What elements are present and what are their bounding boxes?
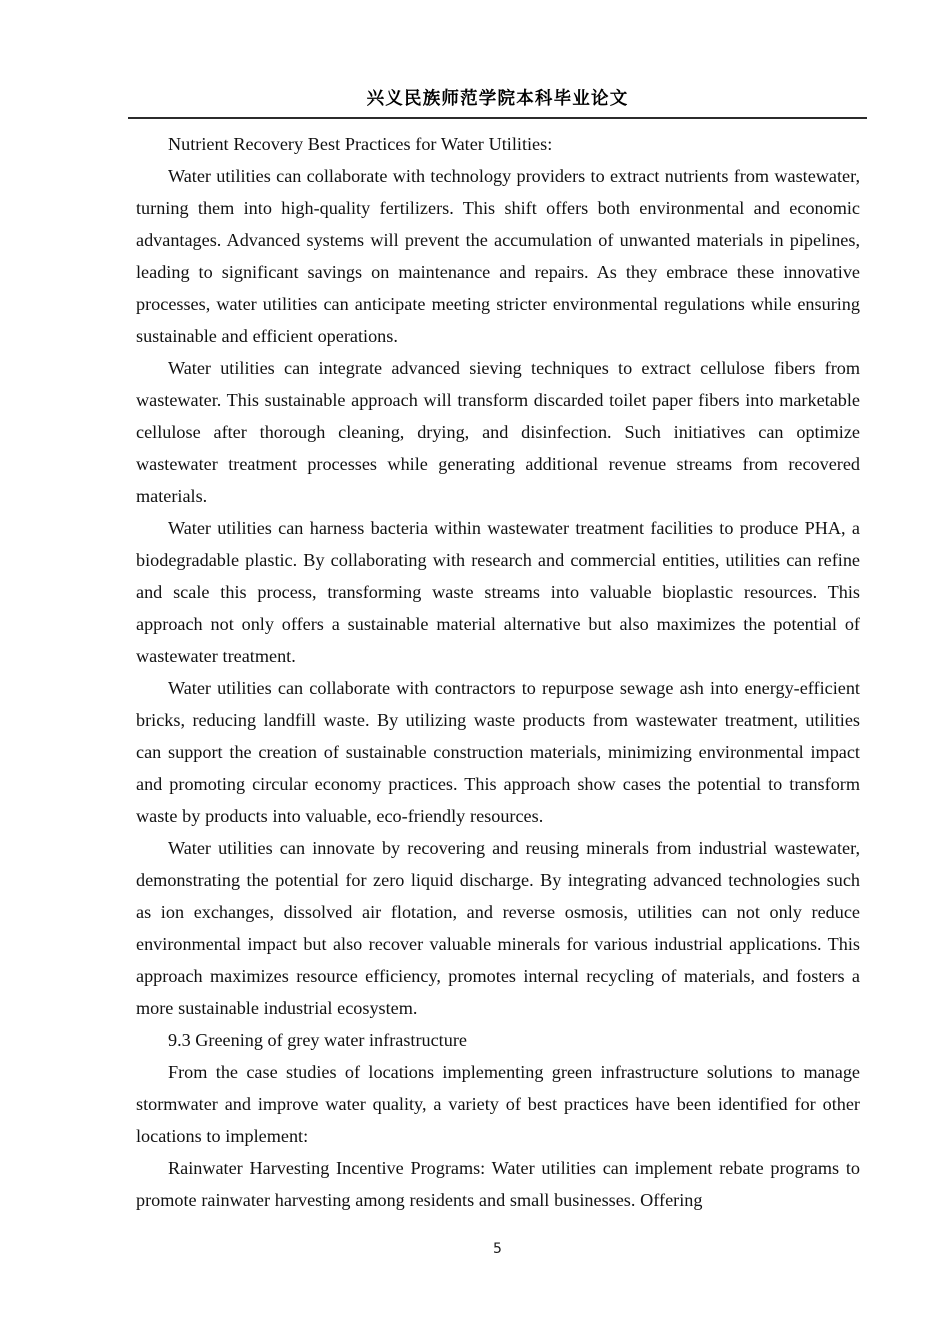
paragraph-rainwater-harvesting-incentives: Rainwater Harvesting Incentive Programs: Water utilities can implement rebate programs to promote rainwater harvesting among residents and small businesses. Offering: [136, 1158, 860, 1210]
running-header-title: 兴义民族师范学院本科毕业论文: [366, 89, 629, 109]
paragraph-pha-bioplastic: Water utilities can harness bacteria within wastewater treatment facilities to produce PHA, a biodegradable plastic. By collaborating with research and commercial entities, utilities can refine and scale this process, transforming waste streams into valuable bioplastic resources. This approach not only offers a sustainable material alternative but also maximizes the potential of wastewater treatment.: [136, 518, 860, 666]
page-number: 5: [493, 1241, 502, 1257]
section-heading-9-3: 9.3 Greening of grey water infrastructure: [168, 1030, 467, 1050]
running-header: [128, 88, 867, 110]
paragraph-technology-providers-nutrients: Water utilities can collaborate with technology providers to extract nutrients from wastewater, turning them into high-quality fertilizers. This shift offers both environmental and economic advantages. Advanced systems will prevent the accumulation of unwanted materials in pipelines, leading to significant savings on maintenance and repairs. As they embrace these innovative processes, water utilities can anticipate meeting stricter environmental regulations while ensuring sustainable and efficient operations.: [136, 166, 860, 346]
paragraph-sewage-ash-bricks: Water utilities can collaborate with contractors to repurpose sewage ash into energy-efficient bricks, reducing landfill waste. By utilizing waste products from wastewater treatment, utilities can support the creation of sustainable construction materials, minimizing environmental impact and promoting circular economy practices. This approach show cases the potential to transform waste by products into valuable, eco-friendly resources.: [136, 678, 860, 826]
paragraph-nutrient-recovery-title: Nutrient Recovery Best Practices for Water Utilities:: [168, 134, 553, 154]
header-divider-rule: [128, 117, 867, 119]
page-footer: [128, 1240, 867, 1258]
paragraph-mineral-recovery: Water utilities can innovate by recovering and reusing minerals from industrial wastewater, demonstrating the potential for zero liquid discharge. By integrating advanced technologies such as ion exchanges, dissolved air flotation, and reverse osmosis, utilities can not only reduce environmental impact but also recover valuable minerals for various industrial applications. This approach maximizes resource efficiency, promotes internal recycling of materials, and fosters a more sustainable industrial ecosystem.: [136, 838, 860, 1018]
paragraph-green-infrastructure-case-studies: From the case studies of locations implementing green infrastructure solutions to manage stormwater and improve water quality, a variety of best practices have been identified for other locations to implement:: [136, 1062, 860, 1146]
body-text-column: [136, 128, 860, 1216]
paragraph-sieving-cellulose-fibers: Water utilities can integrate advanced sieving techniques to extract cellulose fibers from wastewater. This sustainable approach will transform discarded toilet paper fibers into marketable cellulose after thorough cleaning, drying, and disinfection. Such initiatives can optimize wastewater treatment processes while generating additional revenue streams from recovered materials.: [136, 358, 860, 506]
